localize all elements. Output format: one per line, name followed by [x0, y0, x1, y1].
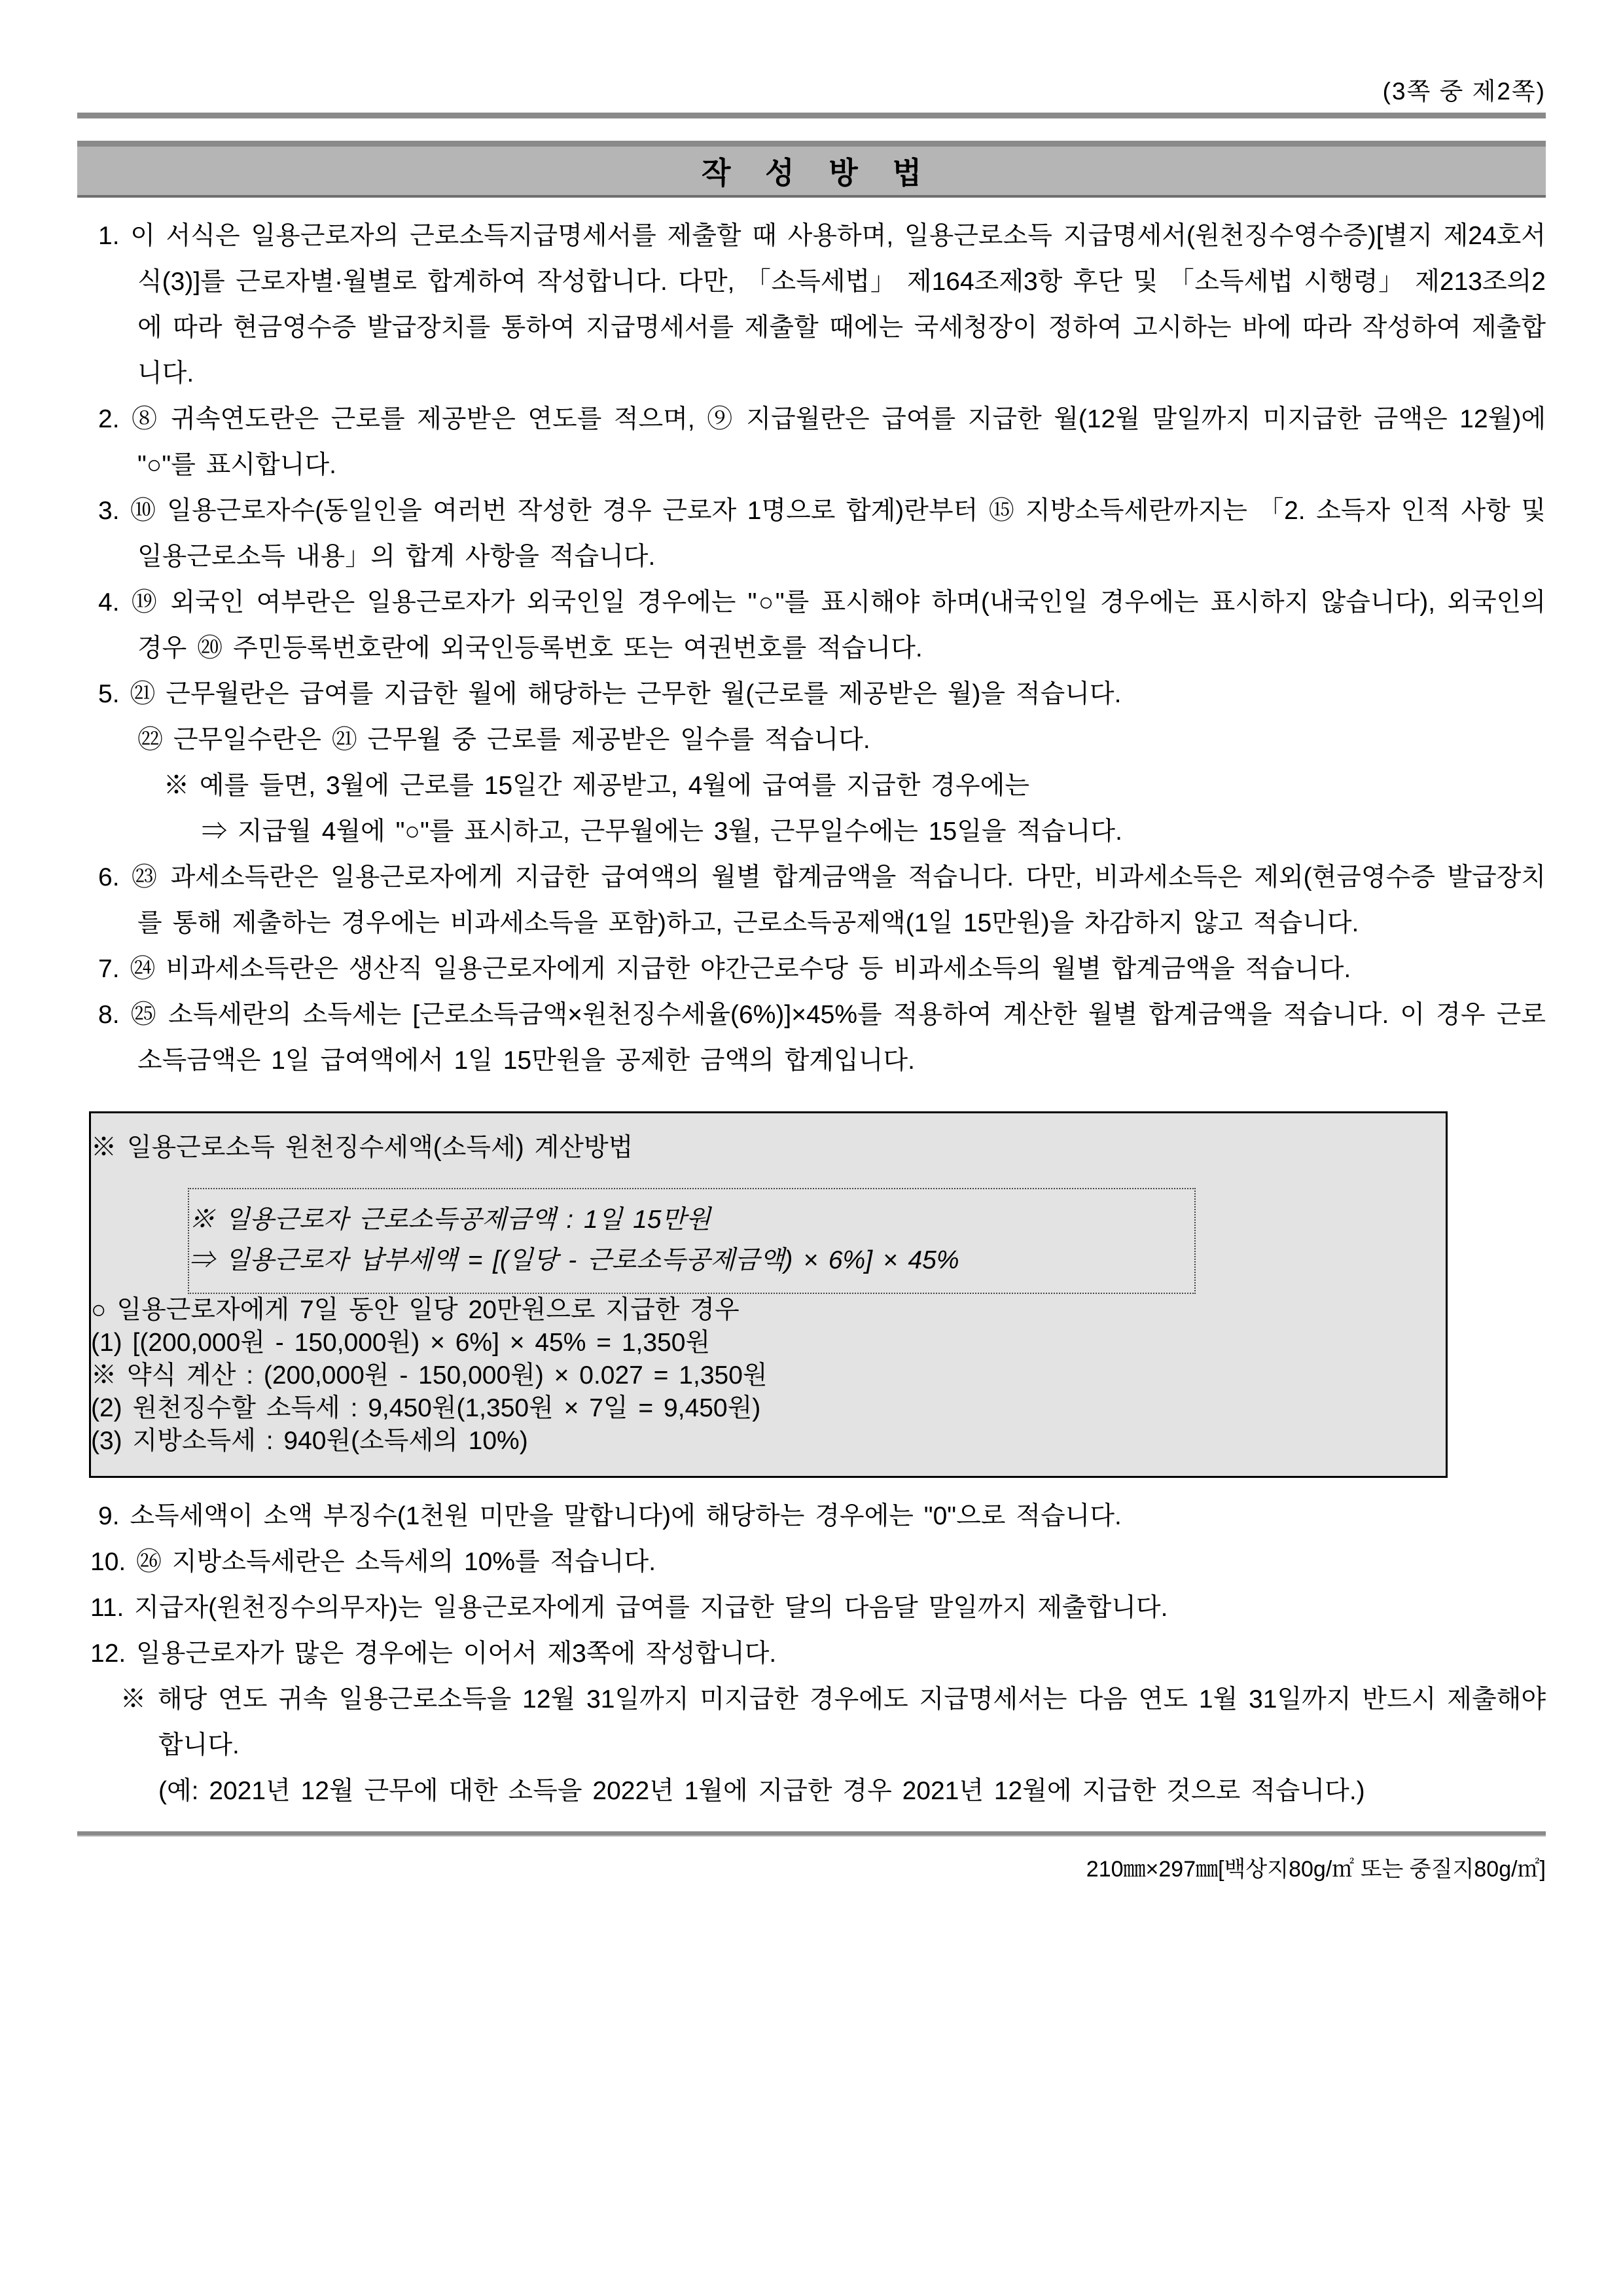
title-bar	[77, 141, 1546, 198]
example-case-label: ○ 일용근로자에게 7일 동안 일당 20만원으로 지급한 경우	[91, 1296, 740, 1324]
instruction-8: 8. ㉕ 소득세란의 소득세는 [근로소득금액×원천징수세율(6%)]×45%를 적용하여 계산한 월별 합계금액을 적습니다. 이 경우 근로소득금액은 1일 급여액에서 1일 15만원을 공제한 금액의 합계입니다.	[98, 1001, 1546, 1075]
instruction-5-sub: ㉒ 근무일수란은 ㉑ 근무월 중 근로를 제공받은 일수를 적습니다.	[137, 726, 870, 754]
deduction-amount-note: ※ 일용근로자 근로소득공제금액 : 1일 15만원	[189, 1206, 711, 1234]
instruction-2: 2. ⑧ 귀속연도란은 근로를 제공받은 연도를 적으며, ⑨ 지급월란은 급여를 지급한 월(12월 말일까지 미지급한 금액은 12월)에 "○"를 표시합니다.	[98, 405, 1546, 479]
instruction-5-result: ⇒ 지급월 4월에 "○"를 표시하고, 근무월에는 3월, 근무일수에는 15일을 적습니다.	[202, 817, 1122, 846]
calc-step-1-shortcut: ※ 약식 계산 : (200,000원 - 150,000원) × 0.027 = 1,350원	[91, 1361, 768, 1390]
instruction-6: 6. ㉓ 과세소득란은 일용근로자에게 지급한 급여액의 월별 합계금액을 적습니다. 다만, 비과세소득은 제외(현금영수증 발급장치를 통해 제출하는 경우에는 비과세소득을 포함)하고, 근로소득공제액(1일 15만원)을 차감하지 않고 적습니다.	[98, 863, 1546, 937]
calc-box-heading: ※ 일용근로소득 원천징수세액(소득세) 계산방법	[91, 1134, 633, 1162]
calculation-method-box	[89, 1111, 1448, 1478]
instruction-4: 4. ⑲ 외국인 여부란은 일용근로자가 외국인일 경우에는 "○"를 표시해야 하며(내국인일 경우에는 표시하지 않습니다), 외국인의 경우 ⑳ 주민등록번호란에 외국인등록번호 또는 여권번호를 적습니다.	[98, 588, 1546, 662]
calc-step-3: (3) 지방소득세 : 940원(소득세의 10%)	[91, 1427, 528, 1455]
calc-step-1: (1) [(200,000원 - 150,000원) × 6%] × 45% = 1,350원	[91, 1329, 711, 1357]
page-indicator: (3쪽 중 제2쪽)	[1382, 78, 1546, 105]
deadline-example: (예: 2021년 12월 근무에 대한 소득을 2022년 1월에 지급한 경우 2021년 12월에 지급한 것으로 적습니다.)	[158, 1777, 1365, 1805]
instruction-5: 5. ㉑ 근무월란은 급여를 지급한 월에 해당하는 근무한 월(근로를 제공받은 월)을 적습니다.	[98, 680, 1122, 708]
paper-spec-note: 210㎜×297㎜[백상지80g/㎡ 또는 중질지80g/㎡]	[1086, 1857, 1546, 1882]
bottom-divider	[77, 1831, 1546, 1837]
instructions-section-2	[77, 1494, 1546, 1814]
submission-deadline-note: ※ 해당 연도 귀속 일용근로소득을 12월 31일까지 미지급한 경우에도 지급명세서는 다음 연도 1월 31일까지 반드시 제출해야 합니다.	[120, 1685, 1546, 1759]
calc-step-2: (2) 원천징수할 소득세 : 9,450원(1,350원 × 7일 = 9,450원)	[91, 1394, 761, 1422]
tax-formula: ⇒ 일용근로자 납부세액 = [(일당 - 근로소득공제금액) × 6%] × 45%	[189, 1246, 959, 1274]
instruction-5-example: ※ 예를 들면, 3월에 근로를 15일간 제공받고, 4월에 급여를 지급한 경우에는	[164, 772, 1029, 800]
instruction-12: 12. 일용근로자가 많은 경우에는 이어서 제3쪽에 작성합니다.	[90, 1640, 777, 1668]
instruction-10: 10. ㉖ 지방소득세란은 소득세의 10%를 적습니다.	[90, 1548, 656, 1576]
instruction-9: 9. 소득세액이 소액 부징수(1천원 미만을 말합니다)에 해당하는 경우에는 "0"으로 적습니다.	[98, 1502, 1122, 1530]
instruction-11: 11. 지급자(원천징수의무자)는 일용근로자에게 급여를 지급한 달의 다음달 말일까지 제출합니다.	[90, 1594, 1168, 1622]
instruction-1: 1. 이 서식은 일용근로자의 근로소득지급명세서를 제출할 때 사용하며, 일용근로소득 지급명세서(원천징수영수증)[별지 제24호서식(3)]를 근로자별·월별로 합계하여 작성합니다. 다만, 「소득세법」 제164조제3항 후단 및 「소득세법 시행령」 제213조의2에 따라 현금영수증 발급장치를 통하여 지급명세서를 제출할 때에는 국세청장이 정하여 고시하는 바에 따라 작성하여 제출합니다.	[98, 222, 1546, 387]
top-divider	[77, 113, 1546, 118]
instructions-section	[77, 213, 1546, 1084]
page-title: 작 성 방 법	[701, 156, 935, 190]
instruction-7: 7. ㉔ 비과세소득란은 생산직 일용근로자에게 지급한 야간근로수당 등 비과세소득의 월별 합계금액을 적습니다.	[98, 955, 1351, 983]
instruction-3: 3. ⑩ 일용근로자수(동일인을 여러번 작성한 경우 근로자 1명으로 합계)란부터 ⑮ 지방소득세란까지는 「2. 소득자 인적 사항 및 일용근로소득 내용」의 합계 사항을 적습니다.	[98, 497, 1546, 571]
deduction-formula-box	[188, 1188, 1196, 1294]
